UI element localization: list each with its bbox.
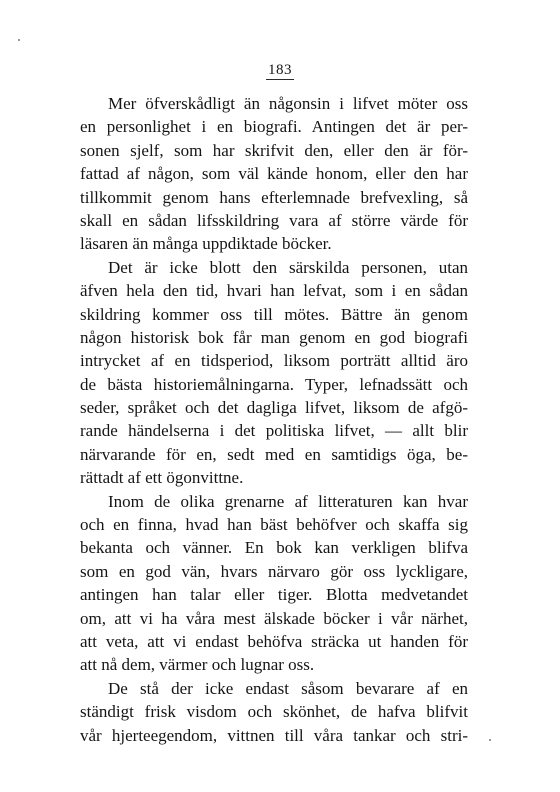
text-line: tillkommit genom hans efterlemnade brefvexling, så <box>80 187 468 207</box>
text-line: en personlighet i en biografi. Antingen det är per- <box>80 117 468 137</box>
text-line: sonen sjelf, som har skrifvit den, eller den är för- <box>80 140 468 160</box>
page-number <box>0 62 560 80</box>
text-line: som en god vän, hvars närvaro gör oss lyckligare, <box>80 561 468 581</box>
text-line: att nå dem, värmer och lugnar oss. <box>80 655 315 675</box>
text-line: äfven hela den tid, hvari han lefvat, som i en sådan <box>80 281 468 301</box>
paper-speck <box>18 39 20 41</box>
text-line: ständigt frisk visdom och skönhet, de hafva blifvit <box>80 702 468 722</box>
text-line: intrycket af en tidsperiod, liksom porträtt alltid äro <box>80 351 468 371</box>
text-line: att veta, att vi endast behöfva sträcka ut handen för <box>80 631 468 651</box>
body-text <box>80 92 468 747</box>
page-number-text: 183 <box>268 62 292 78</box>
text-line: läsaren än många uppdiktade böcker. <box>80 234 332 254</box>
text-line: seder, språket och det dagliga lifvet, liksom de afgö- <box>80 398 468 418</box>
text-line: de bästa historiemålningarna. Typer, lefnadssätt och <box>80 374 468 394</box>
text-line: om, att vi ha våra mest älskade böcker i vår närhet, <box>80 608 468 628</box>
text-line: skildring kommer oss till mötes. Bättre än genom <box>80 304 468 324</box>
text-line: bekanta och vänner. En bok kan verkligen blifva <box>80 538 468 558</box>
paragraph-2 <box>80 256 468 490</box>
paragraph-3 <box>80 490 468 677</box>
text-line: Mer öfverskådligt än någonsin i lifvet möter oss <box>108 94 468 113</box>
paragraph-1 <box>80 92 468 256</box>
text-line: Inom de olika grenarne af litteraturen kan hvar <box>108 491 468 511</box>
paragraph-4 <box>80 677 468 747</box>
text-line: skall en sådan lifsskildring vara af större värde för <box>80 210 468 230</box>
text-line: och en finna, hvad han bäst behöfver och skaffa sig <box>80 515 468 535</box>
text-line: antingen han talar eller tiger. Blotta medvetandet <box>80 585 468 605</box>
paper-speck <box>489 739 491 741</box>
text-line: De stå der icke endast såsom bevarare af en <box>108 678 468 698</box>
text-line: fattad af någon, som väl kände honom, eller den har <box>80 164 468 184</box>
text-line: rättadt af ett ögonvittne. <box>80 468 244 488</box>
text-line: närvarande för en, sedt med en samtidigs öga, be- <box>80 444 468 464</box>
text-line: rande händelserna i det politiska lifvet, — allt blir <box>80 421 468 441</box>
text-line: Det är icke blott den särskilda personen, utan <box>108 257 468 277</box>
text-line: vår hjerteegendom, vittnen till våra tankar och stri- <box>80 725 468 745</box>
text-line: någon historisk bok får man genom en god biografi <box>80 327 468 347</box>
